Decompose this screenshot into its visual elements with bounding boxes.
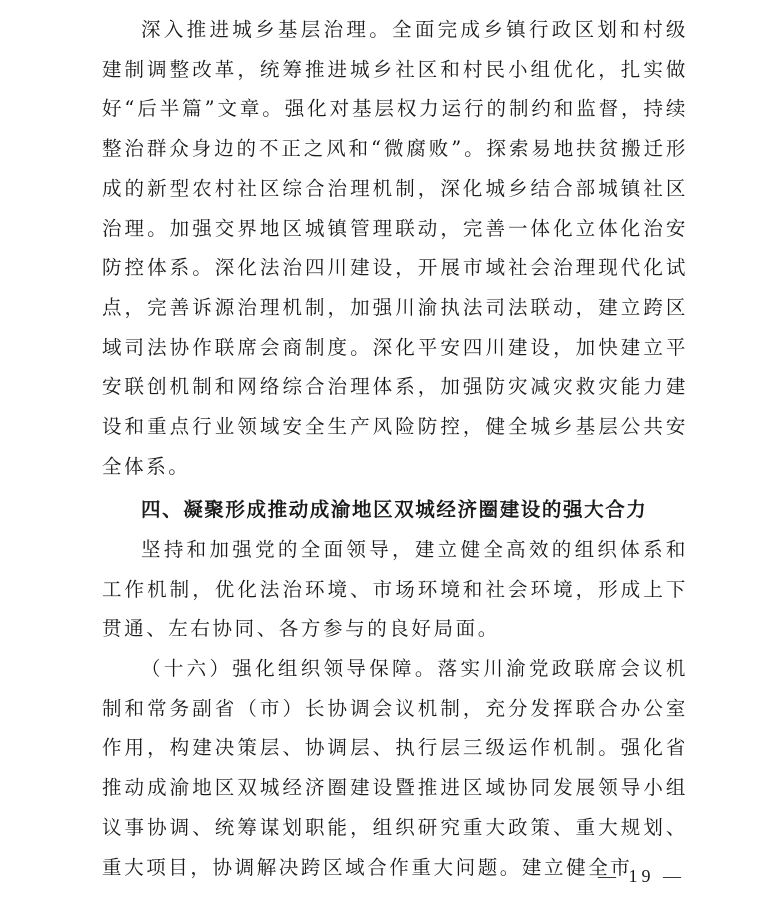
page-number: — 19 — — [598, 866, 685, 886]
section-heading: 四、凝聚形成推动成渝地区双城经济圈建设的强大合力 — [141, 498, 648, 521]
body-paragraph: （十六）强化组织领导保障。落实川渝党政联席会议机制和常务副省（市）长协调会议机制，充分发挥联合办公室作用，构建决策层、协调层、执行层三级运作机制。强化省推动成渝地区双城经济圈建设暨推进区域协同发展领导小组议事协调、统筹谋划职能，组织研究重大政策、重大规划、重大项目，协调解决跨区域合作重大问题。建立健全市 — [102, 657, 688, 879]
body-paragraph: 坚持和加强党的全面领导，建立健全高效的组织体系和工作机制，优化法治环境、市场环境和社会环境，形成上下贯通、左右协同、各方参与的良好局面。 — [102, 538, 688, 641]
body-paragraph: 深入推进城乡基层治理。全面完成乡镇行政区划和村级建制调整改革，统筹推进城乡社区和村民小组优化，扎实做好“后半篇”文章。强化对基层权力运行的制约和监督，持续整治群众身边的不正之风和“微腐败”。探索易地扶贫搬迁形成的新型农村社区综合治理机制，深化城乡结合部城镇社区治理。加强交界地区城镇管理联动，完善一体化立体化治安防控体系。深化法治四川建设，开展市域社会治理现代化试点，完善诉源治理机制，加强川渝执法司法联动，建立跨区域司法协作联席会商制度。深化平安四川建设，加快建立平安联创机制和网络综合治理体系，加强防灾减灾救灾能力建设和重点行业领域安全生产风险防控，健全城乡基层公共安全体系。 — [102, 18, 688, 478]
